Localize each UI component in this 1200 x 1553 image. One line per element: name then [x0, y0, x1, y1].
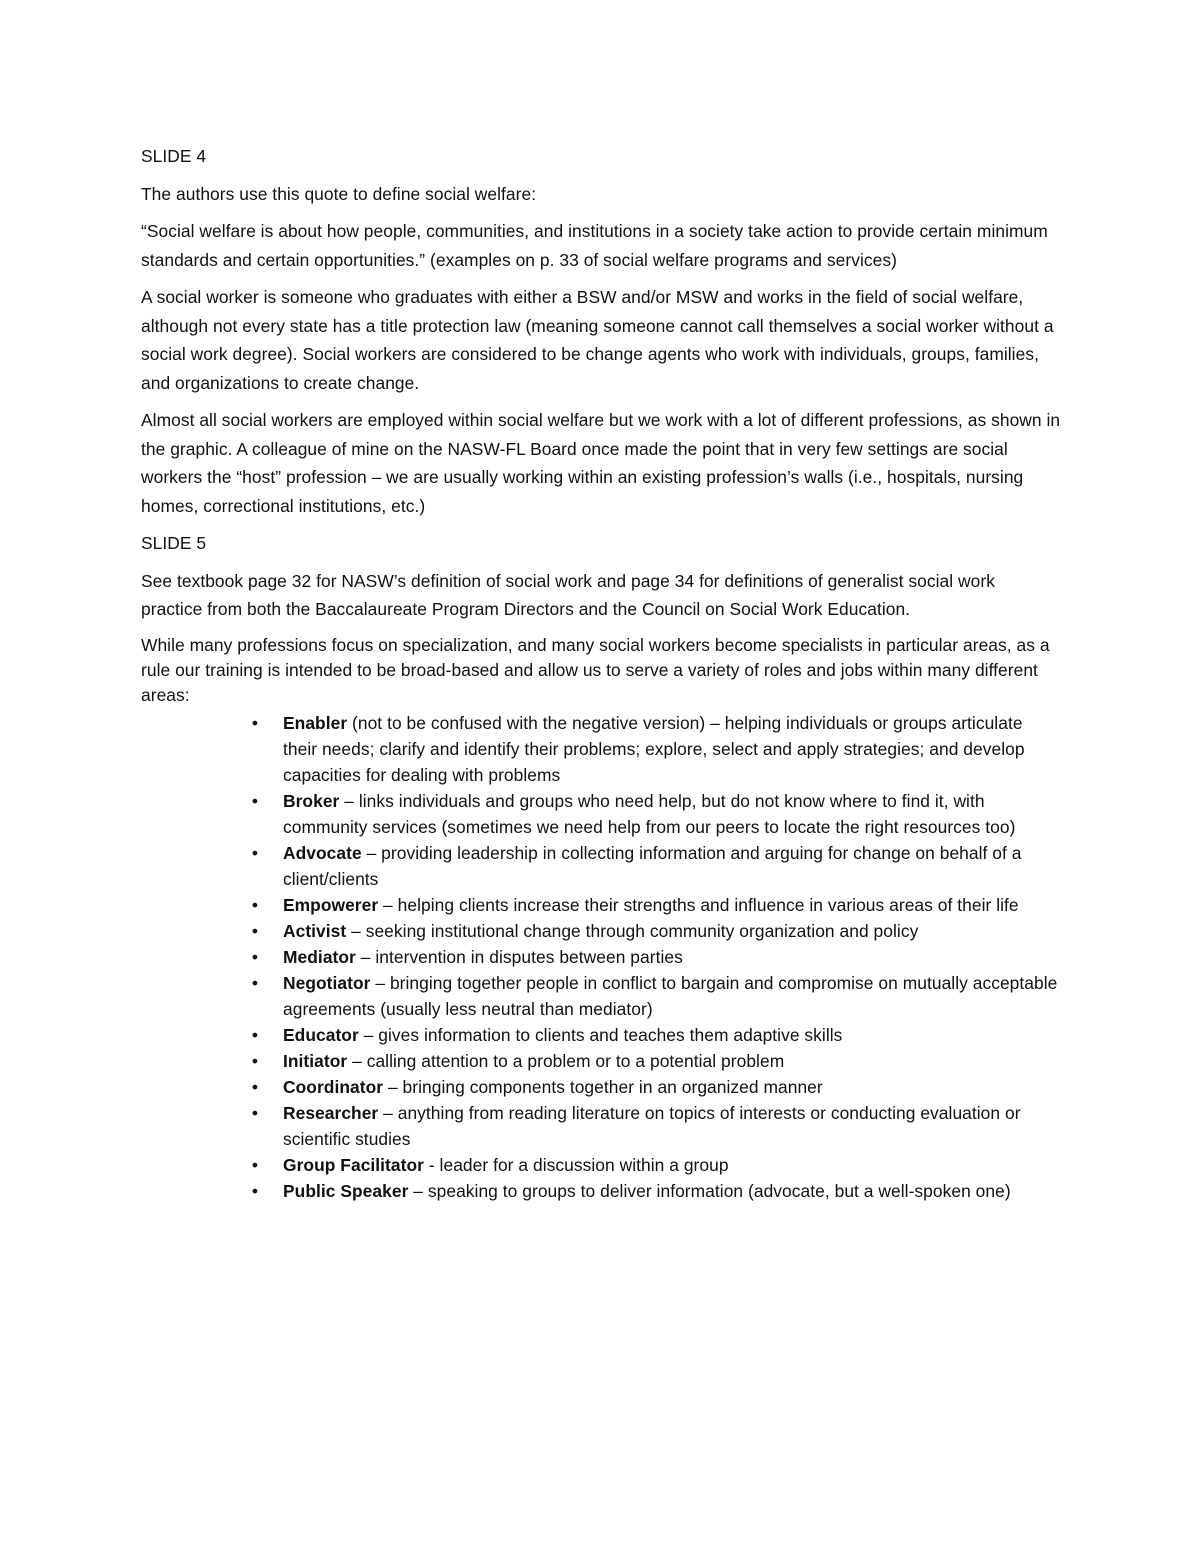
role-term: Group Facilitator	[283, 1154, 424, 1175]
role-description: – bringing components together in an organized manner	[383, 1076, 823, 1097]
slide-4-heading: SLIDE 4	[141, 146, 207, 166]
list-item	[251, 970, 1061, 1022]
list-item	[251, 1100, 1061, 1152]
list-item	[251, 840, 1061, 892]
bullet-icon: •	[251, 1024, 259, 1045]
role-description: – gives information to clients and teaches them adaptive skills	[358, 1024, 843, 1045]
paragraph: See textbook page 32 for NASW’s definition of social work and page 34 for definitions of generalist social work practice from both the Baccalaureate Program Directors and the Council on Social Work Education.	[141, 570, 995, 619]
role-term: Mediator	[283, 946, 356, 967]
list-item	[251, 892, 1061, 918]
bullet-icon: •	[251, 842, 259, 863]
paragraph: A social worker is someone who graduates with either a BSW and/or MSW and works in the field of social welfare, although not every state has a title protection law (meaning someone cannot call themselves a social worker without a social work degree). Social workers are considered to be change agents who work with individuals, groups, families, and organizations to create change.	[141, 287, 1054, 393]
role-description: – bringing together people in conflict to bargain and compromise on mutually acceptable agreements (usually less neutral than mediator)	[283, 972, 1058, 1019]
role-description: – anything from reading literature on topics of interests or conducting evaluation or scientific studies	[283, 1102, 1021, 1149]
role-description: (not to be confused with the negative version) – helping individuals or groups articulate their needs; clarify and identify their problems; explore, select and apply strategies; and develop capacities for dealing with problems	[283, 712, 1025, 785]
role-term: Enabler	[283, 712, 348, 733]
role-description: – speaking to groups to deliver information (advocate, but a well-spoken one)	[408, 1180, 1011, 1201]
role-term: Initiator	[283, 1050, 348, 1071]
role-description: – calling attention to a problem or to a potential problem	[347, 1050, 785, 1071]
role-term: Activist	[283, 920, 347, 941]
bullet-icon: •	[251, 920, 259, 941]
role-term: Empowerer	[283, 894, 379, 915]
role-term: Educator	[283, 1024, 359, 1045]
bullet-icon: •	[251, 1076, 259, 1097]
bullet-icon: •	[251, 1154, 259, 1175]
bullet-icon: •	[251, 712, 259, 733]
role-description: – helping clients increase their strengths and influence in various areas of their life	[378, 894, 1019, 915]
paragraph: Almost all social workers are employed within social welfare but we work with a lot of different professions, as shown in the graphic. A colleague of mine on the NASW-FL Board once made the point that in very few settings are social workers the “host” profession – we are usually working within an existing profession’s walls (i.e., hospitals, nursing homes, correctional institutions, etc.)	[141, 410, 1061, 516]
role-term: Advocate	[283, 842, 362, 863]
list-item	[251, 710, 1061, 788]
list-item	[251, 788, 1061, 840]
bullet-icon: •	[251, 1102, 259, 1123]
list-item	[251, 1048, 1061, 1074]
role-term: Broker	[283, 790, 340, 811]
role-description: – providing leadership in collecting information and arguing for change on behalf of a client/clients	[283, 842, 1022, 889]
role-term: Negotiator	[283, 972, 371, 993]
role-term: Public Speaker	[283, 1180, 409, 1201]
bullet-icon: •	[251, 790, 259, 811]
list-item	[251, 944, 1061, 970]
role-description: - leader for a discussion within a group	[423, 1154, 729, 1175]
roles-list	[141, 710, 1061, 1204]
quote-paragraph: “Social welfare is about how people, communities, and institutions in a society take action to provide certain minimum standards and certain opportunities.” (examples on p. 33 of social welfare programs and services)	[141, 221, 1048, 270]
list-item	[251, 1152, 1061, 1178]
paragraph: The authors use this quote to define social welfare:	[141, 183, 537, 204]
bullet-icon: •	[251, 894, 259, 915]
list-item	[251, 1178, 1061, 1204]
role-term: Coordinator	[283, 1076, 384, 1097]
list-item	[251, 918, 1061, 944]
bullet-icon: •	[251, 946, 259, 967]
bullet-icon: •	[251, 1050, 259, 1071]
role-description: – links individuals and groups who need help, but do not know where to find it, with community services (sometimes we need help from our peers to locate the right resources too)	[283, 790, 1016, 837]
role-description: – intervention in disputes between parties	[355, 946, 683, 967]
bullet-icon: •	[251, 1180, 259, 1201]
role-term: Researcher	[283, 1102, 379, 1123]
bullet-icon: •	[251, 972, 259, 993]
slide-5-heading: SLIDE 5	[141, 533, 207, 553]
document-body	[141, 142, 1061, 1204]
list-item	[251, 1074, 1061, 1100]
role-description: – seeking institutional change through community organization and policy	[346, 920, 919, 941]
list-item	[251, 1022, 1061, 1048]
roles-intro: While many professions focus on specialization, and many social workers become specialists in particular areas, as a rule our training is intended to be broad-based and allow us to serve a variety of roles and jobs within many different areas:	[141, 634, 1050, 705]
